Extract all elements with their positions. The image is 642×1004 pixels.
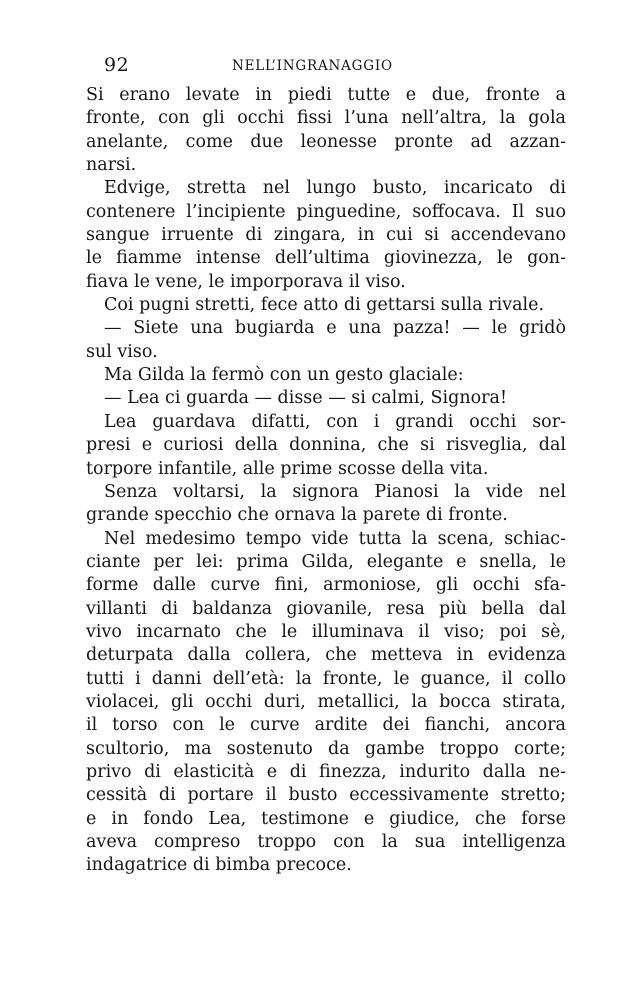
paragraph [86, 294, 566, 317]
text-line: scultorio, ma sostenuto da gambe troppo corte; [86, 738, 566, 759]
text-line: il torso con le curve ardite dei fianchi, ancora [86, 715, 566, 736]
text-line: Lea guardava difatti, con i grandi occhi sor- [104, 411, 566, 432]
text-line: sangue irruente di zingara, in cui si accendevano [86, 225, 566, 246]
paragraph [86, 317, 566, 364]
text-line: Ma Gilda la fermò con un gesto glaciale: [104, 365, 464, 386]
text-line: — Siete una bugiarda e una pazza! — le gridò [104, 318, 566, 339]
text-line: violacei, gli occhi duri, metallici, la bocca stirata, [86, 691, 566, 712]
text-line: tutti i danni dell’età: la fronte, le guance, il collo [86, 668, 566, 689]
text-line: contenere l’incipiente pinguedine, soffocava. Il suo [86, 201, 566, 222]
body-text [86, 84, 566, 878]
text-line: vivo incarnato che le illuminava il viso; poi sè, [86, 621, 566, 642]
paragraph [86, 177, 566, 294]
text-line: Nel medesimo tempo vide tutta la scena, schiac- [104, 528, 566, 549]
text-line: sul viso. [86, 341, 158, 362]
text-line: villanti di baldanza giovanile, resa più bella dal [86, 598, 566, 619]
paragraph [86, 481, 566, 528]
text-line: — Lea ci guarda — disse — si calmi, Signora! [104, 388, 507, 409]
running-title: NELL’INGRANAGGIO [232, 58, 393, 74]
text-line: aveva compreso troppo con la sua intelligenza [86, 832, 566, 852]
page-number: 92 [104, 54, 130, 76]
text-line: narsi. [86, 155, 137, 176]
text-line: fiava le vene, le imporporava il viso. [86, 271, 406, 292]
paragraph [86, 84, 566, 177]
text-line: privo di elasticità e di finezza, indurito dalla ne- [86, 761, 566, 782]
text-line: cessità di portare il busto eccessivamente stretto; [86, 785, 566, 806]
text-line: e in fondo Lea, testimone e giudice, che forse [86, 808, 566, 829]
running-head [104, 52, 564, 78]
text-line: Edvige, stretta nel lungo busto, incaricato di [104, 178, 566, 199]
paragraph [86, 364, 566, 387]
text-line: ciante per lei: prima Gilda, elegante e snella, le [86, 551, 566, 572]
text-line: presi e curiosi della donnina, che si risveglia, dal [86, 435, 566, 456]
text-line: le fiamme intense dell’ultima giovinezza, le gon- [86, 248, 566, 269]
paragraph [86, 411, 566, 481]
text-line: indagatrice di bimba precoce. [86, 855, 352, 876]
text-line: forme dalle curve fini, armoniose, gli occhi sfa- [86, 575, 566, 596]
text-line: deturpata dalla collera, che metteva in evidenza [86, 645, 566, 666]
text-line: Senza voltarsi, la signora Pianosi la vide nel [104, 481, 566, 502]
paragraph [86, 387, 566, 410]
paragraph [86, 528, 566, 878]
text-line: anelante, come due leonesse pronte ad azzan- [86, 131, 566, 152]
text-line: torpore infantile, alle prime scosse della vita. [86, 458, 489, 479]
text-line: Coi pugni stretti, fece atto di gettarsi sulla rivale. [104, 295, 545, 316]
text-line: grande specchio che ornava la parete di fronte. [86, 505, 508, 526]
text-line: fronte, con gli occhi fissi l’una nell’altra, la gola [86, 108, 566, 129]
text-line: Si erano levate in piedi tutte e due, fronte a [86, 85, 566, 105]
